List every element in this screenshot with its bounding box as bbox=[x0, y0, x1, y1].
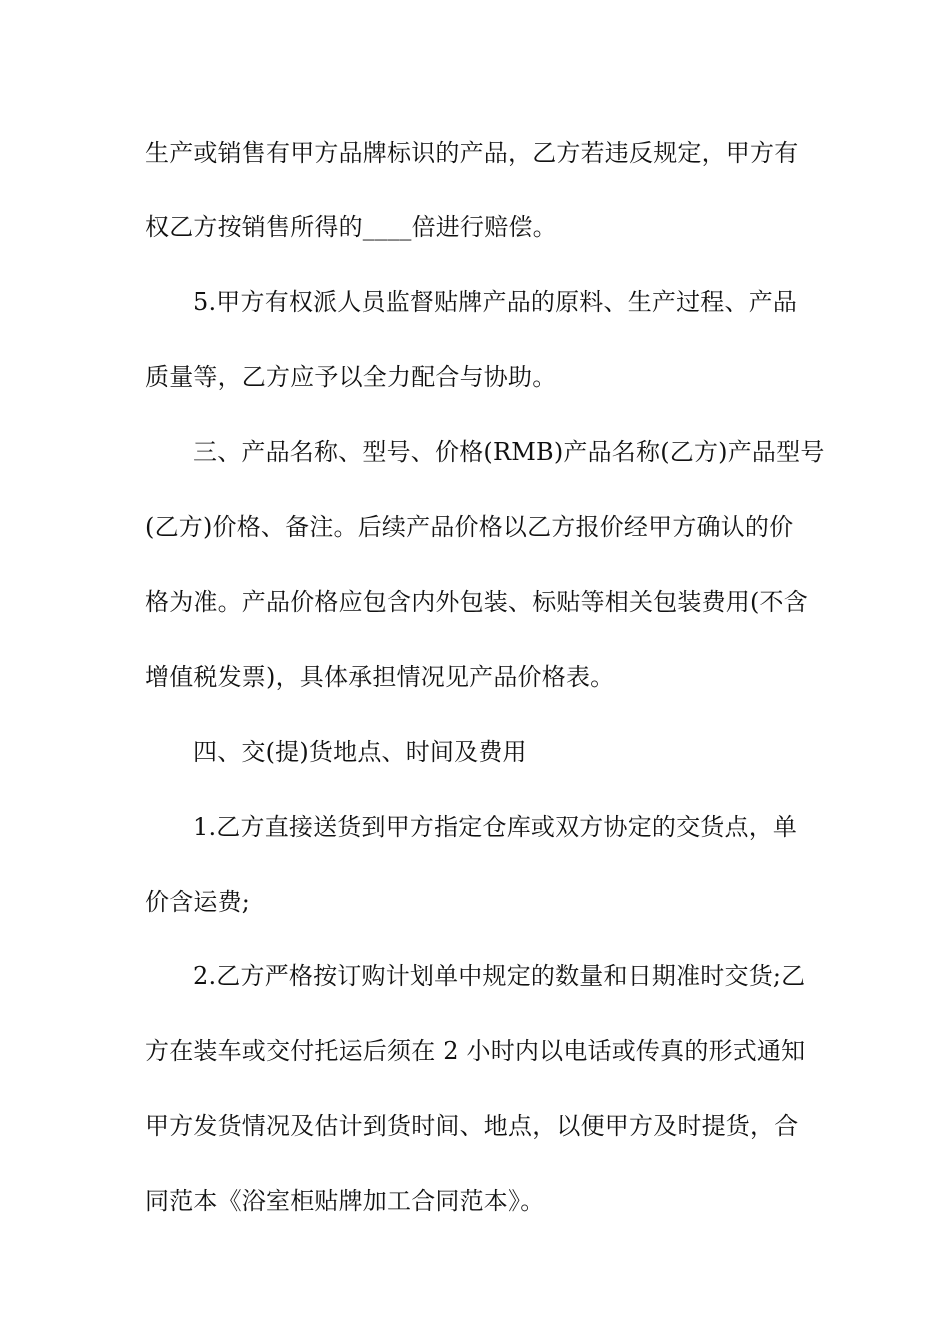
text-line-1: 生产或销售有甲方品牌标识的产品，乙方若违反规定，甲方有 bbox=[145, 139, 799, 167]
text-line-15: 同范本《浴室柜贴牌加工合同范本》。 bbox=[145, 1187, 545, 1215]
text-line-13: 方在装车或交付托运后须在 2 小时内以电话或传真的形式通知 bbox=[145, 1037, 806, 1065]
text-line-3: 5.甲方有权派人员监督贴牌产品的原料、生产过程、产品 bbox=[193, 288, 798, 316]
text-line-7: 格为准。产品价格应包含内外包装、标贴等相关包装费用(不含 bbox=[145, 588, 808, 616]
text-line-8: 增值税发票)，具体承担情况见产品价格表。 bbox=[145, 663, 615, 691]
text-line-14: 甲方发货情况及估计到货时间、地点，以便甲方及时提货，合 bbox=[145, 1112, 799, 1140]
text-line-9: 四、交(提)货地点、时间及费用 bbox=[193, 738, 527, 766]
text-line-4: 质量等，乙方应予以全力配合与协助。 bbox=[145, 363, 557, 391]
text-line-11: 价含运费; bbox=[145, 888, 251, 916]
text-line-5: 三、产品名称、型号、价格(RMB)产品名称(乙方)产品型号 bbox=[193, 438, 825, 466]
text-line-12: 2.乙方严格按订购计划单中规定的数量和日期准时交货;乙 bbox=[193, 962, 806, 990]
text-line-6: (乙方)价格、备注。后续产品价格以乙方报价经甲方确认的价 bbox=[145, 513, 794, 541]
text-line-10: 1.乙方直接送货到甲方指定仓库或双方协定的交货点，单 bbox=[193, 813, 798, 841]
text-line-2: 权乙方按销售所得的____倍进行赔偿。 bbox=[145, 213, 557, 241]
